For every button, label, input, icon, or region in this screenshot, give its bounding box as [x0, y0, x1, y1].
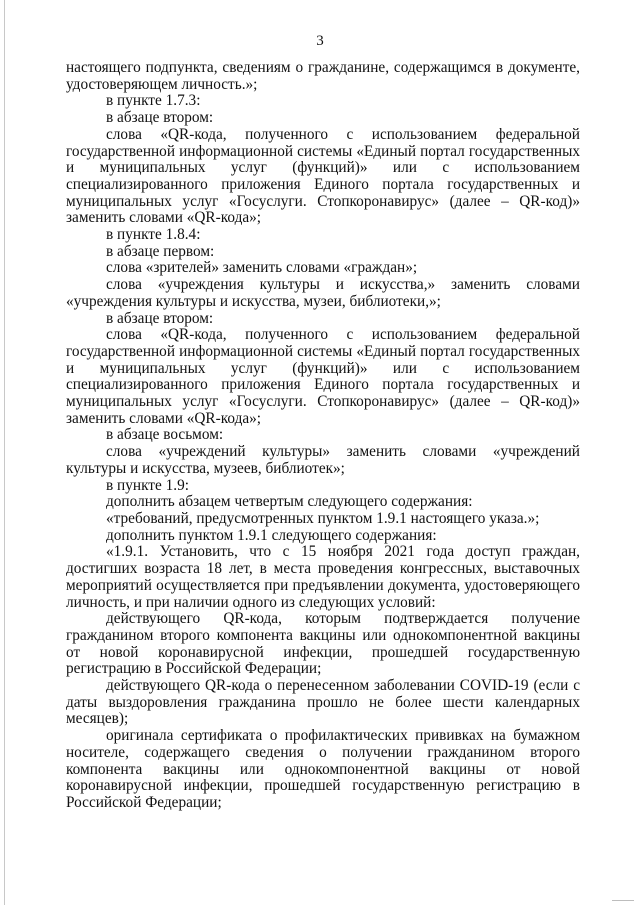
scan-corner-mark — [612, 900, 634, 901]
paragraph-item: слова «учреждений культуры» заменить словами «учреждений культуры и искусства, музеев, библиотек»; — [66, 443, 580, 477]
paragraph-item: оригинала сертификата о профилактических прививках на бумажном носителе, содержащего сведения о получении гражданином второго компонента вакцины или однокомпонентной вакцины от новой коронавирусной инфекции, прошедшей государственную регистрацию в Российской Федерации; — [66, 727, 580, 811]
paragraph-item: дополнить пунктом 1.9.1 следующего содержания: — [106, 526, 437, 544]
scan-edge-line — [4, 0, 5, 905]
paragraph-item: дополнить абзацем четвертым следующего содержания: — [106, 493, 473, 511]
paragraph-item: «1.9.1. Установить, что с 15 ноября 2021 года доступ граждан, достигших возраста 18 лет, в места проведения конгрессных, выставочных мероприятий осуществляется при предъявлении документа, удостоверяющего личность, и при наличии одного из следующих условий: — [66, 543, 580, 611]
paragraph-item: в абзаце втором: — [106, 309, 214, 327]
paragraph-item: действующего QR-кода о перенесенном заболевании COVID-19 (если с даты выздоровления гражданина прошло не более шести календарных месяцев); — [66, 677, 580, 728]
paragraph-item: слова «зрителей» заменить словами «граждан»; — [106, 259, 418, 277]
paragraph-item: в пункте 1.8.4: — [106, 226, 201, 244]
paragraph-item: в абзаце втором: — [106, 109, 214, 127]
paragraph-item: в абзаце первом: — [106, 242, 215, 260]
page-number: 3 — [316, 33, 324, 49]
paragraph-item: действующего QR-кода, которым подтверждается получение гражданином второго компонента вакцины или однокомпонентной вакцины от новой коронавирусной инфекции, прошедшей государственную регистрацию в Российской Федерации; — [66, 610, 580, 678]
paragraph-item: «требований, предусмотренных пунктом 1.9.1 настоящего указа.»; — [106, 509, 540, 527]
paragraph-item: слова «QR-кода, полученного с использованием федеральной государственной информационной системы «Единый портал государственных и муниципальных услуг (функций)» или с использованием специализированного приложения Единого портала государственных и муниципальных услуг «Госуслуги. Стопкоронавирус» (далее – QR-код)» заменить словами «QR-кода»; — [66, 125, 580, 227]
paragraph-item: слова «учреждения культуры и искусства,» заменить словами «учреждения культуры и искусства, музеи, библиотеки,»; — [66, 276, 580, 310]
paragraph-continuation: настоящего подпункта, сведениям о гражданине, содержащимся в документе, удостоверяющем личность.»; — [66, 59, 580, 93]
paragraph-item: в абзаце восьмом: — [106, 426, 224, 444]
document-body — [66, 60, 580, 812]
paragraph-item: в пункте 1.7.3: — [106, 92, 201, 110]
paragraph-item: слова «QR-кода, полученного с использованием федеральной государственной информационной системы «Единый портал государственных и муниципальных услуг (функций)» или с использованием специализированного приложения Единого портала государственных и муниципальных услуг «Госуслуги. Стопкоронавирус» (далее – QR-код)» заменить словами «QR-кода»; — [66, 326, 580, 427]
paragraph-item: в пункте 1.9: — [106, 476, 189, 494]
